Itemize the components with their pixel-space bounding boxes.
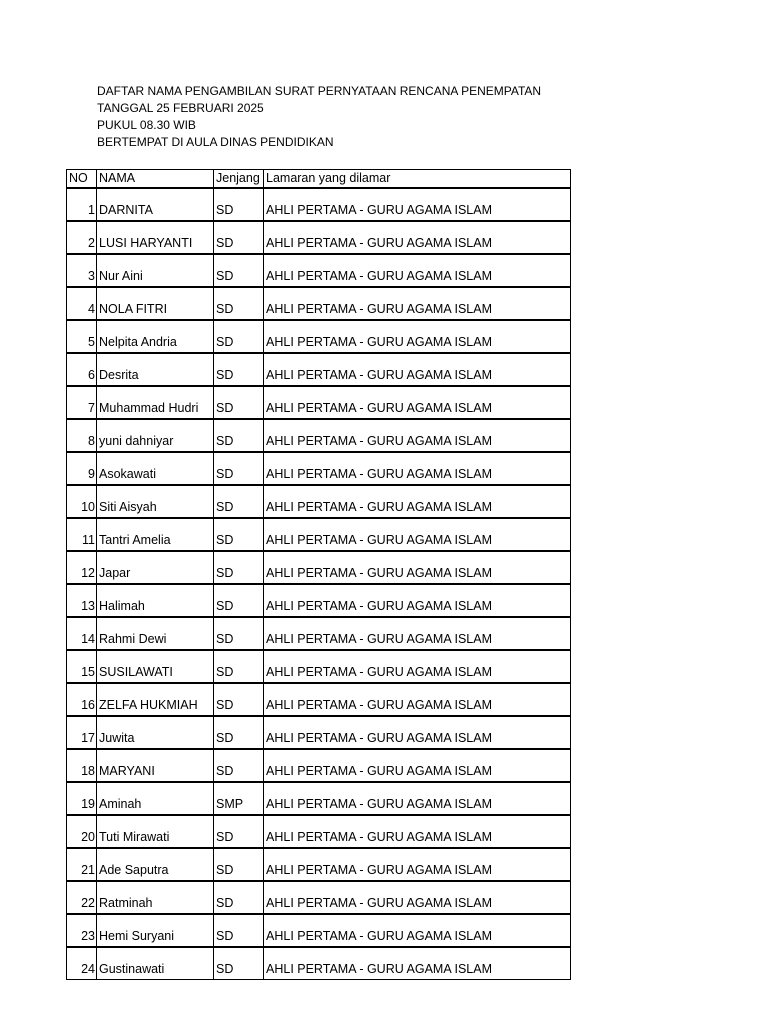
cell-no: 22: [67, 881, 97, 914]
cell-jenjang: SD: [214, 881, 264, 914]
cell-no: 21: [67, 848, 97, 881]
cell-no: 10: [67, 485, 97, 518]
cell-lamaran: AHLI PERTAMA - GURU AGAMA ISLAM: [264, 749, 571, 782]
cell-lamaran: AHLI PERTAMA - GURU AGAMA ISLAM: [264, 419, 571, 452]
cell-nama: Tantri Amelia: [97, 518, 214, 551]
document-date: TANGGAL 25 FEBRUARI 2025: [97, 101, 264, 115]
table-row: [67, 287, 571, 320]
column-header-no: NO: [67, 170, 97, 189]
table-row: [67, 782, 571, 815]
cell-no: 23: [67, 914, 97, 947]
cell-no: 11: [67, 518, 97, 551]
column-header-jenjang: Jenjang: [214, 170, 264, 189]
cell-jenjang: SD: [214, 353, 264, 386]
cell-lamaran: AHLI PERTAMA - GURU AGAMA ISLAM: [264, 848, 571, 881]
table-row: [67, 386, 571, 419]
cell-jenjang: SD: [214, 452, 264, 485]
cell-lamaran: AHLI PERTAMA - GURU AGAMA ISLAM: [264, 881, 571, 914]
cell-lamaran: AHLI PERTAMA - GURU AGAMA ISLAM: [264, 485, 571, 518]
cell-no: 12: [67, 551, 97, 584]
column-header-lamaran: Lamaran yang dilamar: [264, 170, 571, 189]
cell-nama: Siti Aisyah: [97, 485, 214, 518]
cell-no: 7: [67, 386, 97, 419]
table-row: [67, 221, 571, 254]
cell-nama: Gustinawati: [97, 947, 214, 980]
cell-nama: Ade Saputra: [97, 848, 214, 881]
cell-no: 1: [67, 188, 97, 221]
cell-nama: LUSI HARYANTI: [97, 221, 214, 254]
cell-lamaran: AHLI PERTAMA - GURU AGAMA ISLAM: [264, 716, 571, 749]
cell-nama: MARYANI: [97, 749, 214, 782]
cell-nama: Juwita: [97, 716, 214, 749]
cell-nama: NOLA FITRI: [97, 287, 214, 320]
cell-jenjang: SD: [214, 947, 264, 980]
cell-lamaran: AHLI PERTAMA - GURU AGAMA ISLAM: [264, 188, 571, 221]
table-row: [67, 188, 571, 221]
cell-jenjang: SD: [214, 485, 264, 518]
cell-lamaran: AHLI PERTAMA - GURU AGAMA ISLAM: [264, 452, 571, 485]
cell-lamaran: AHLI PERTAMA - GURU AGAMA ISLAM: [264, 683, 571, 716]
cell-nama: Halimah: [97, 584, 214, 617]
cell-lamaran: AHLI PERTAMA - GURU AGAMA ISLAM: [264, 254, 571, 287]
cell-nama: Hemi Suryani: [97, 914, 214, 947]
cell-no: 24: [67, 947, 97, 980]
cell-nama: Nur Aini: [97, 254, 214, 287]
document-header: [97, 83, 541, 151]
table-row: [67, 254, 571, 287]
table-row: [67, 947, 571, 980]
cell-lamaran: AHLI PERTAMA - GURU AGAMA ISLAM: [264, 782, 571, 815]
cell-no: 13: [67, 584, 97, 617]
cell-nama: Desrita: [97, 353, 214, 386]
cell-jenjang: SD: [214, 584, 264, 617]
cell-jenjang: SD: [214, 518, 264, 551]
table-row: [67, 617, 571, 650]
document-location: BERTEMPAT DI AULA DINAS PENDIDIKAN: [97, 135, 334, 149]
table-row: [67, 584, 571, 617]
cell-jenjang: SD: [214, 320, 264, 353]
cell-lamaran: AHLI PERTAMA - GURU AGAMA ISLAM: [264, 815, 571, 848]
cell-jenjang: SD: [214, 221, 264, 254]
cell-lamaran: AHLI PERTAMA - GURU AGAMA ISLAM: [264, 617, 571, 650]
cell-no: 16: [67, 683, 97, 716]
cell-jenjang: SD: [214, 287, 264, 320]
cell-no: 5: [67, 320, 97, 353]
cell-jenjang: SD: [214, 914, 264, 947]
table-row: [67, 650, 571, 683]
cell-nama: yuni dahniyar: [97, 419, 214, 452]
cell-no: 14: [67, 617, 97, 650]
table-header-row: [67, 170, 571, 189]
cell-nama: DARNITA: [97, 188, 214, 221]
table-row: [67, 914, 571, 947]
table-row: [67, 452, 571, 485]
cell-jenjang: SD: [214, 848, 264, 881]
cell-jenjang: SD: [214, 551, 264, 584]
cell-lamaran: AHLI PERTAMA - GURU AGAMA ISLAM: [264, 551, 571, 584]
cell-no: 20: [67, 815, 97, 848]
document-title: DAFTAR NAMA PENGAMBILAN SURAT PERNYATAAN RENCANA PENEMPATAN: [97, 84, 542, 98]
cell-nama: ZELFA HUKMIAH: [97, 683, 214, 716]
cell-no: 6: [67, 353, 97, 386]
table-row: [67, 881, 571, 914]
cell-jenjang: SMP: [214, 782, 264, 815]
cell-nama: Japar: [97, 551, 214, 584]
cell-jenjang: SD: [214, 419, 264, 452]
cell-no: 17: [67, 716, 97, 749]
cell-lamaran: AHLI PERTAMA - GURU AGAMA ISLAM: [264, 386, 571, 419]
cell-lamaran: AHLI PERTAMA - GURU AGAMA ISLAM: [264, 947, 571, 980]
participant-table: [66, 169, 571, 980]
cell-no: 15: [67, 650, 97, 683]
table-row: [67, 716, 571, 749]
cell-nama: Rahmi Dewi: [97, 617, 214, 650]
cell-no: 8: [67, 419, 97, 452]
cell-jenjang: SD: [214, 386, 264, 419]
cell-nama: Nelpita Andria: [97, 320, 214, 353]
cell-jenjang: SD: [214, 815, 264, 848]
cell-nama: SUSILAWATI: [97, 650, 214, 683]
table-row: [67, 320, 571, 353]
cell-jenjang: SD: [214, 749, 264, 782]
cell-jenjang: SD: [214, 716, 264, 749]
cell-no: 9: [67, 452, 97, 485]
column-header-nama: NAMA: [97, 170, 214, 189]
cell-nama: Aminah: [97, 782, 214, 815]
cell-lamaran: AHLI PERTAMA - GURU AGAMA ISLAM: [264, 650, 571, 683]
table-body: [67, 188, 571, 980]
cell-no: 18: [67, 749, 97, 782]
cell-jenjang: SD: [214, 617, 264, 650]
cell-jenjang: SD: [214, 683, 264, 716]
cell-no: 4: [67, 287, 97, 320]
table-row: [67, 485, 571, 518]
cell-nama: Ratminah: [97, 881, 214, 914]
table-row: [67, 419, 571, 452]
table-row: [67, 551, 571, 584]
cell-lamaran: AHLI PERTAMA - GURU AGAMA ISLAM: [264, 320, 571, 353]
cell-jenjang: SD: [214, 650, 264, 683]
cell-nama: Muhammad Hudri: [97, 386, 214, 419]
cell-jenjang: SD: [214, 254, 264, 287]
cell-no: 19: [67, 782, 97, 815]
cell-lamaran: AHLI PERTAMA - GURU AGAMA ISLAM: [264, 518, 571, 551]
cell-no: 3: [67, 254, 97, 287]
document-time: PUKUL 08.30 WIB: [97, 118, 196, 132]
cell-lamaran: AHLI PERTAMA - GURU AGAMA ISLAM: [264, 914, 571, 947]
cell-lamaran: AHLI PERTAMA - GURU AGAMA ISLAM: [264, 287, 571, 320]
cell-jenjang: SD: [214, 188, 264, 221]
table-row: [67, 353, 571, 386]
cell-no: 2: [67, 221, 97, 254]
cell-nama: Asokawati: [97, 452, 214, 485]
table-row: [67, 518, 571, 551]
cell-lamaran: AHLI PERTAMA - GURU AGAMA ISLAM: [264, 584, 571, 617]
cell-nama: Tuti Mirawati: [97, 815, 214, 848]
table-row: [67, 683, 571, 716]
cell-lamaran: AHLI PERTAMA - GURU AGAMA ISLAM: [264, 221, 571, 254]
table-row: [67, 749, 571, 782]
table-row: [67, 848, 571, 881]
cell-lamaran: AHLI PERTAMA - GURU AGAMA ISLAM: [264, 353, 571, 386]
table-row: [67, 815, 571, 848]
